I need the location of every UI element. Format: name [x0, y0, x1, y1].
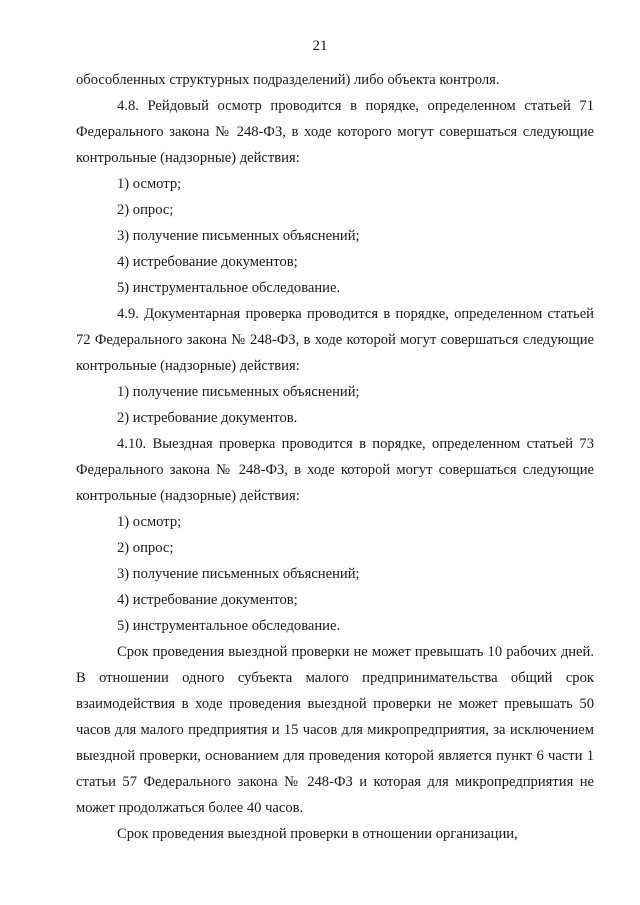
page-number: 21 [312, 38, 328, 54]
list-item: 3) получение письменных объяснений; [117, 566, 360, 582]
paragraph-4-9: 4.9. Документарная проверка проводится в порядке, определенном статьей 72 Федерального закона № 248-ФЗ, в ходе которой могут совершаться следующие контрольные (надзорные) действия: [76, 306, 594, 374]
list-item: 2) опрос; [117, 202, 174, 218]
paragraph-4-8: 4.8. Рейдовый осмотр проводится в порядке, определенном статьей 71 Федерального закона № 248-ФЗ, в ходе которого могут совершаться следующие контрольные (надзорные) действия: [76, 98, 594, 166]
paragraph-4-10: 4.10. Выездная проверка проводится в порядке, определенном статьей 73 Федерального закона № 248-ФЗ, в ходе которой могут совершаться следующие контрольные (надзорные) действия: [76, 436, 594, 504]
list-item: 5) инструментальное обследование. [117, 618, 341, 634]
list-item: 4) истребование документов; [117, 254, 298, 270]
list-item: 2) опрос; [117, 540, 174, 556]
list-item: 5) инструментальное обследование. [117, 280, 341, 296]
paragraph-duration: Срок проведения выездной проверки не может превышать 10 рабочих дней. В отношении одного субъекта малого предпринимательства общий срок взаимодействия в ходе проведения выездной проверки не может превышать 50 часов для малого предприятия и 15 часов для микропредприятия, за исключением выездной проверки, основанием для проведения которой является пункт 6 части 1 статьи 57 Федерального закона № 248-ФЗ и которая для микропредприятия не может продолжаться более 40 часов. [76, 644, 594, 816]
list-item: 1) осмотр; [117, 514, 182, 530]
list-item: 1) получение письменных объяснений; [117, 384, 360, 400]
list-item: 2) истребование документов. [117, 410, 298, 426]
paragraph-duration-organization: Срок проведения выездной проверки в отношении организации, [117, 826, 518, 842]
list-item: 1) осмотр; [117, 176, 182, 192]
document-body [76, 67, 594, 847]
list-item: 4) истребование документов; [117, 592, 298, 608]
paragraph: обособленных структурных подразделений) либо объекта контроля. [76, 72, 500, 88]
list-item: 3) получение письменных объяснений; [117, 228, 360, 244]
